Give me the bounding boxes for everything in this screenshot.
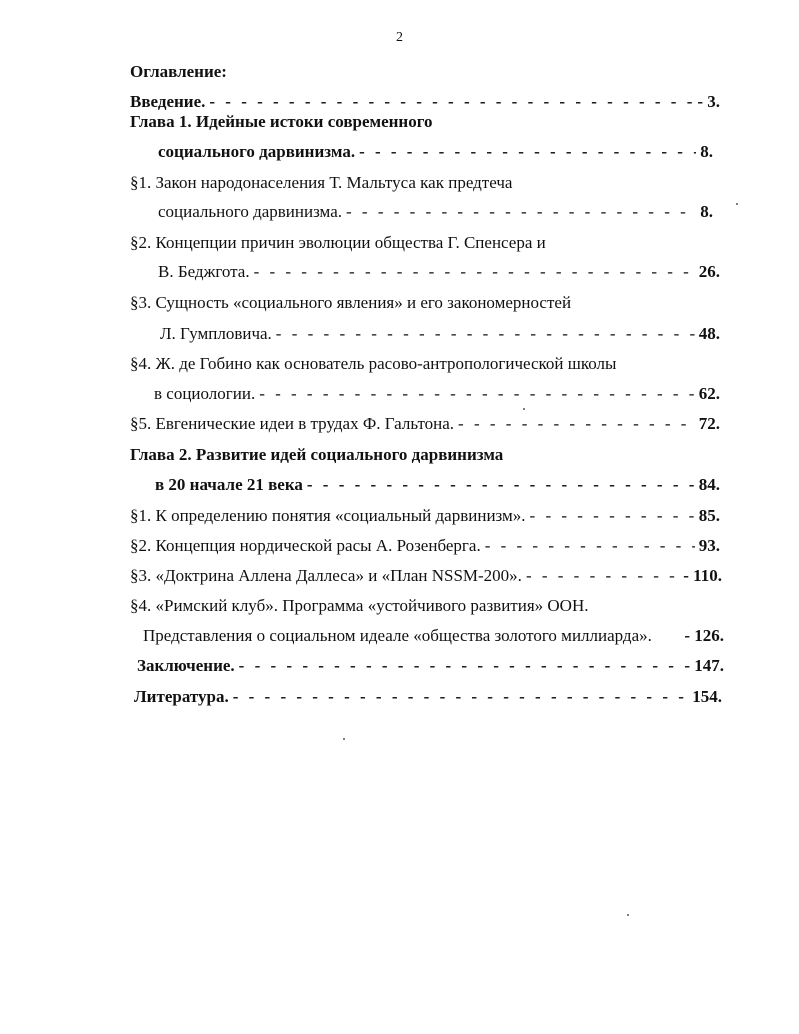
dot-leader <box>346 202 696 222</box>
toc-section-1-1-title: §1. Закон народонаселения Т. Мальтуса как предтеча <box>130 173 513 192</box>
toc-entry-label: Л. Гумпловича. <box>160 324 272 343</box>
toc-entry-section-2-3[interactable] <box>130 566 722 586</box>
toc-entry-section-1-3[interactable] <box>160 324 720 344</box>
page-number: 2 <box>396 30 403 45</box>
dot-leader <box>233 687 689 707</box>
dot-leader <box>259 384 695 404</box>
toc-entry-label: §5. Евгенические идеи в трудах Ф. Гальтона. <box>130 414 455 433</box>
toc-entry-section-2-2[interactable] <box>130 536 720 556</box>
dot-leader <box>307 475 695 495</box>
toc-entry-label: социального дарвинизма. <box>158 202 342 221</box>
toc-chapter-1-title: Глава 1. Идейные истоки современного <box>130 112 433 131</box>
toc-entry-label: Заключение. <box>137 656 235 675</box>
toc-entry-page: - 3. <box>697 92 720 111</box>
toc-entry-label: В. Беджгота. <box>158 262 250 281</box>
dot-leader <box>276 324 695 344</box>
dot-leader <box>359 142 696 162</box>
toc-entry-page: 8. <box>700 142 713 161</box>
toc-entry-label: Литература. <box>134 687 229 706</box>
toc-section-1-2-title: §2. Концепции причин эволюции общества Г. Спенсера и <box>130 233 546 252</box>
toc-section-1-4-title: §4. Ж. де Гобино как основатель расово-антропологической школы <box>130 354 617 373</box>
toc-entry-page: - 110. <box>683 566 722 585</box>
dot-leader <box>485 536 695 556</box>
toc-entry-page: 8. <box>700 202 713 221</box>
toc-entry-label: §1. К определению понятия «социальный дарвинизм». <box>130 506 526 525</box>
toc-entry-section-2-1[interactable] <box>130 506 720 526</box>
toc-entry-section-2-4[interactable] <box>143 626 724 646</box>
toc-entry-chapter-2[interactable] <box>155 475 720 495</box>
toc-entry-label: социального дарвинизма. <box>158 142 356 161</box>
toc-entry-section-1-1[interactable] <box>158 202 713 222</box>
dot-leader <box>209 92 693 112</box>
toc-entry-section-1-2[interactable] <box>158 262 720 282</box>
toc-entry-section-1-4[interactable] <box>154 384 720 404</box>
toc-entry-label: Введение. <box>130 92 206 111</box>
toc-entry-page: 62. <box>698 384 720 403</box>
toc-entry-page: 85. <box>698 506 720 525</box>
toc-entry-section-1-5[interactable] <box>130 414 720 434</box>
toc-entry-literature[interactable] <box>134 687 722 707</box>
dot-leader <box>239 656 681 676</box>
dot-leader <box>254 262 695 282</box>
dot-leader <box>526 566 679 586</box>
toc-entry-page: 26. <box>698 262 720 281</box>
toc-entry-page: - 126. <box>684 626 724 645</box>
scan-speck <box>627 914 629 916</box>
toc-section-2-4-title: §4. «Римский клуб». Программа «устойчивого развития» ООН. <box>130 596 589 615</box>
scan-speck <box>523 408 525 410</box>
toc-entry-chapter-1[interactable] <box>158 142 713 162</box>
toc-entry-label: §3. «Доктрина Аллена Даллеса» и «План NSSM-200». <box>130 566 522 585</box>
dot-leader <box>530 506 695 526</box>
toc-heading: Оглавление: <box>130 62 227 81</box>
toc-entry-conclusion[interactable] <box>137 656 724 676</box>
toc-chapter-2-title: Глава 2. Развитие идей социального дарвинизма <box>130 445 504 464</box>
toc-entry-page: 93. <box>698 536 720 555</box>
toc-entry-page: 84. <box>698 475 720 494</box>
dot-leader <box>458 414 695 434</box>
toc-entry-page: - 147. <box>684 656 724 675</box>
toc-entry-label: Представления о социальном идеале «общества золотого миллиарда». <box>143 626 652 645</box>
toc-entry-label: в социологии. <box>154 384 256 403</box>
toc-entry-label: в 20 начале 21 века <box>155 475 303 494</box>
toc-entry-introduction[interactable] <box>130 92 720 112</box>
toc-entry-page: 154. <box>692 687 722 706</box>
scan-speck <box>343 738 345 740</box>
scan-speck <box>736 203 738 205</box>
toc-section-1-3-title: §3. Сущность «социального явления» и его закономерностей <box>130 293 572 312</box>
toc-entry-page: 48. <box>698 324 720 343</box>
toc-entry-page: 72. <box>698 414 720 433</box>
toc-entry-label: §2. Концепция нордической расы А. Розенберга. <box>130 536 481 555</box>
